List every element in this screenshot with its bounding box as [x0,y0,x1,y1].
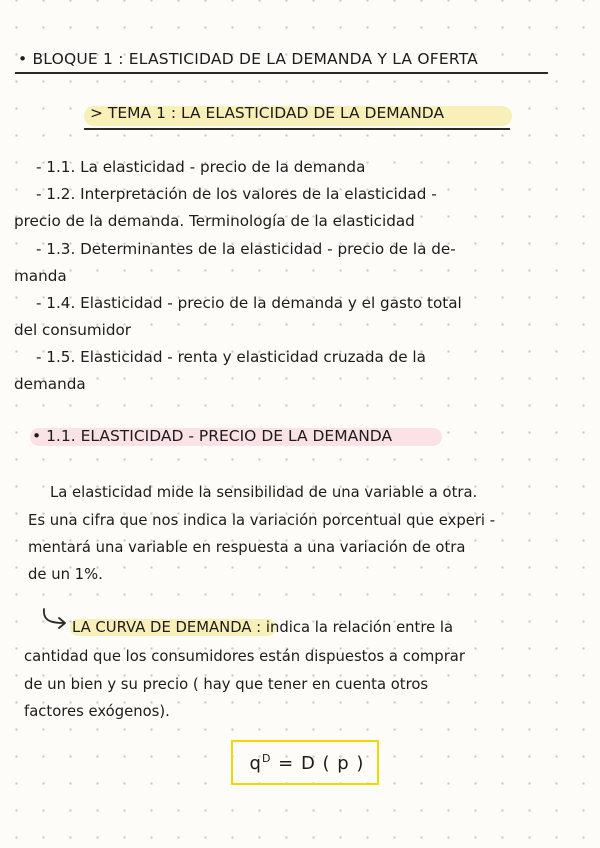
bloque-underline [15,72,548,74]
tema-title: > TEMA 1 : LA ELASTICIDAD DE LA DEMANDA [90,104,445,122]
toc-item-1-3: - 1.3. Determinantes de la elasticidad - precio de la de- [36,240,456,258]
toc-item-1-4: - 1.4. Elasticidad - precio de la demanda y el gasto total [36,294,462,312]
curve-line-2: cantidad que los consumidores están dispuestos a comprar [24,648,465,665]
definition-line-4: de un 1%. [28,566,103,583]
formula-lhs: q [249,753,262,774]
curved-arrow-icon [40,607,70,633]
bloque-title: • BLOQUE 1 : ELASTICIDAD DE LA DEMANDA Y LA OFERTA [18,50,478,68]
curve-first-line [72,619,453,636]
toc-item-1-2: - 1.2. Interpretación de los valores de la elasticidad - [36,185,437,203]
definition-line-2: Es una cifra que nos indica la variación porcentual que experi - [28,512,496,529]
toc-item-1-5: - 1.5. Elasticidad - renta y elasticidad cruzada de la [36,348,426,366]
formula-superscript: D [261,752,272,765]
toc-item-1-1: - 1.1. La elasticidad - precio de la demanda [36,158,366,176]
toc-item-1-2-cont: precio de la demanda. Terminología de la elasticidad [14,212,415,230]
formula-rhs: = D ( p ) [271,753,365,774]
toc-item-1-4-cont: del consumidor [14,321,132,339]
formula-box [231,740,379,785]
curve-text-first: : indica la relación entre la [256,619,454,636]
curve-line-4: factores exógenos). [24,703,170,720]
section-title: • 1.1. ELASTICIDAD - PRECIO DE LA DEMANDA [32,427,393,445]
toc-item-1-5-cont: demanda [14,375,86,393]
definition-line-3: mentará una variable en respuesta a una variación de otra [28,539,466,556]
tema-underline [84,128,510,130]
toc-item-1-3-cont: manda [14,267,67,285]
definition-line-1: La elasticidad mide la sensibilidad de una variable a otra. [50,484,478,501]
curve-line-3: de un bien y su precio ( hay que tener en cuenta otros [24,676,429,693]
curve-label: LA CURVA DE DEMANDA [72,619,252,636]
formula [233,752,381,774]
